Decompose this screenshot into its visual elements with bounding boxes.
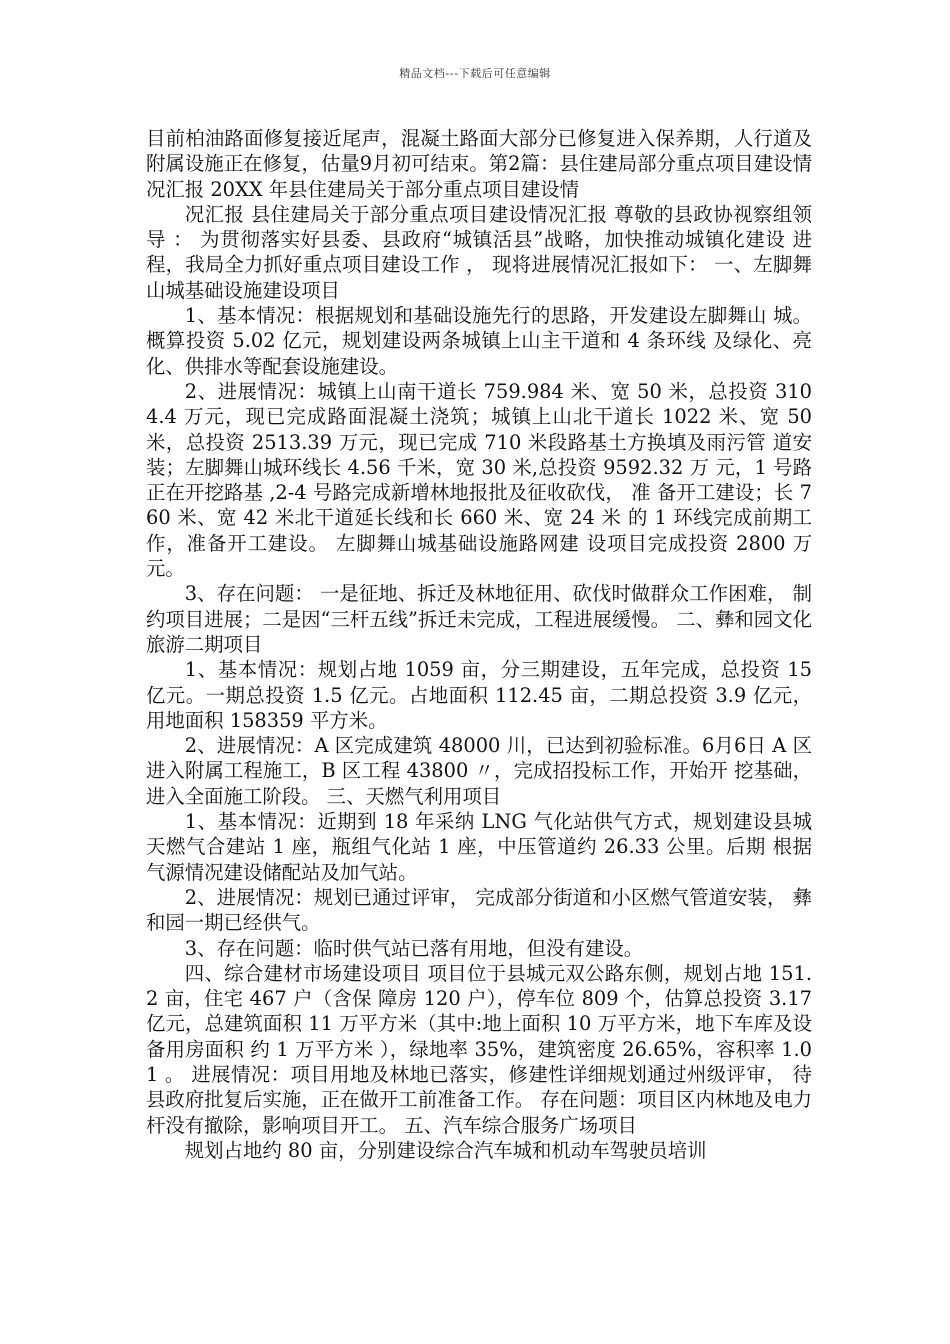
- paragraph-9: 2、进展情况：规划已通过评审， 完成部分街道和小区燃气管道安装， 彝和园一期已经供气。: [146, 885, 812, 935]
- paragraph-6: 1、基本情况：规划占地 1059 亩，分三期建设，五年完成，总投资 15 亿元。一期总投资 1.5 亿元。占地面积 112.45 亩，二期总投资 3.9 亿元，用地面积 158359 平方米。: [146, 658, 812, 732]
- paragraph-3: 1、基本情况：根据规划和基础设施先行的思路，开发建设左脚舞山 城。概算投资 5.02 亿元，规划建设两条城镇上山主干道和 4 条环线 及绿化、亮化、供排水等配套设施建设。: [146, 304, 812, 378]
- paragraph-10: 3、存在问题：临时供气站已落有用地，但没有建设。: [184, 936, 644, 960]
- paragraph-5: 3、存在问题： 一是征地、拆迁及林地征用、砍伐时做群众工作困难， 制约项目进展；二是因“三杆五线”拆迁未完成，工程进展缓慢。 二、彝和园文化旅游二期项目: [146, 582, 812, 656]
- paragraph-12: 规划占地约 80 亩，分别建设综合汽车城和机动车驾驶员培训: [184, 1138, 707, 1162]
- paragraph-8: 1、基本情况：近期到 18 年采纳 LNG 气化站供气方式，规划建设县城 天燃气合建站 1 座，瓶组气化站 1 座，中压管道约 26.33 公里。后期 根据气源情况建设储配站及加气站。: [146, 810, 812, 884]
- paragraph-7: 2、进展情况：A 区完成建筑 48000 川，已达到初验标准。6月6日 A 区进入附属工程施工，B 区工程 43800 〃，完成招投标工作，开始开 挖基础，进入全面施工阶段。 三、天燃气利用项目: [146, 734, 812, 808]
- page-header: 精品文档---下载后可任意编辑: [399, 67, 551, 80]
- paragraph-11: 四、综合建材市场建设项目 项目位于县城元双公路东侧，规划占地 151.2 亩，住宅 467 户（含保 障房 120 户），停车位 809 个，估算总投资 3.17 亿元，总建筑面积 11 万平方米（其中:地上面积 10 万平方米，地下车库及设备用房面积 约 1 万平方米 ），绿地率 35%，建筑密度 26.65%，容积率 1.01 。 进展情况：项目用地及林地已落实，修建性详细规划通过州级评审， 待县政府批复后实施，正在做开工前准备工作。 存在问题：项目区内林地及电力杆没有撤除，影响项目开工。 五、汽车综合服务广场项目: [146, 961, 812, 1137]
- paragraph-2: 况汇报 县住建局关于部分重点项目建设情况汇报 尊敬的县政协视察组领导 ： 为贯彻落实好县委、县政府“城镇活县”战略，加快推动城镇化建设 进程，我局全力抓好重点项目建设工作 ， 现将进展情况汇报如下： 一、左脚舞山城基础设施建设项目: [146, 202, 812, 302]
- paragraph-1: 目前柏油路面修复接近尾声，混凝土路面大部分已修复进入保养期，人行道及附属设施正在修复，估量9月初可结束。第2篇：县住建局部分重点项目建设情况汇报 20XX 年县住建局关于部分重点项目建设情: [146, 127, 812, 201]
- document-body: [146, 126, 812, 1163]
- paragraph-4: 2、进展情况：城镇上山南干道长 759.984 米、宽 50 米，总投资 3104.4 万元，现已完成路面混凝土浇筑；城镇上山北干道长 1022 米、宽 50 米，总投资 2513.39 万元，现已完成 710 米段路基土方换填及雨污管 道安装；左脚舞山城环线长 4.56 千米，宽 30 米,总投资 9592.32 万 元，1 号路正在开挖路基 ,2-4 号路完成新增林地报批及征收砍伐， 准 备开工建设；长 760 米、宽 42 米北干道延长线和长 660 米、宽 24 米 的 1 环线完成前期工作，准备开工建设。 左脚舞山城基础设施路网建 设项目完成投资 2800 万元。: [146, 379, 812, 581]
